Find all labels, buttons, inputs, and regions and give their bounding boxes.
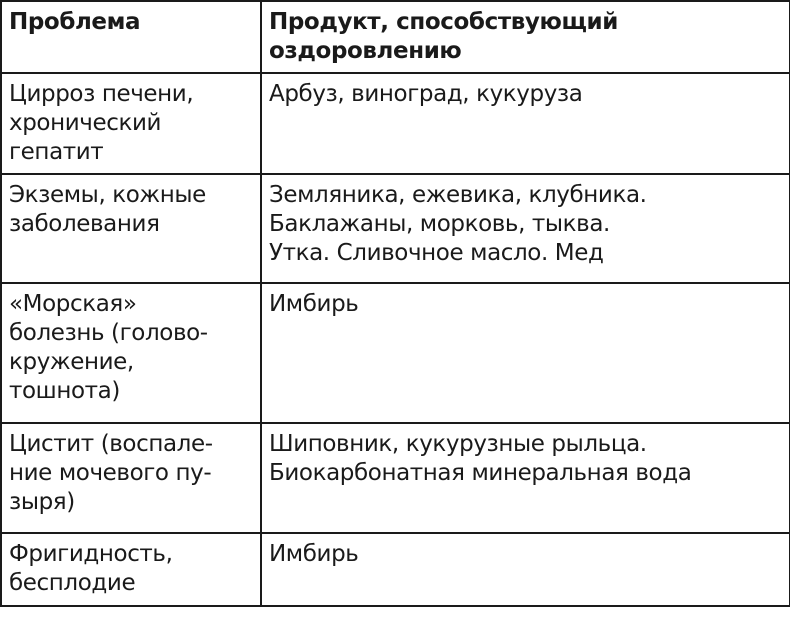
cell-text: кружение,	[9, 349, 134, 375]
table-row	[1, 423, 790, 533]
cell-product	[261, 423, 790, 533]
cell-text: Шиповник, кукурузные рыльца.	[269, 431, 647, 457]
table-row	[1, 533, 790, 606]
cell-text: бесплодие	[9, 570, 136, 596]
cell-text: гепатит	[9, 139, 104, 165]
cell-problem	[1, 174, 261, 283]
cell-text: Арбуз, виноград, кукуруза	[269, 81, 583, 107]
header-product	[261, 1, 790, 73]
header-product-text-line1: Продукт, способствующий	[269, 9, 618, 35]
table-row	[1, 73, 790, 174]
cell-text: Баклажаны, морковь, тыква.	[269, 211, 610, 237]
cell-text: Цирроз печени,	[9, 81, 194, 107]
cell-text: Земляника, ежевика, клубника.	[269, 182, 647, 208]
cell-text: заболевания	[9, 211, 160, 237]
cell-text: тошнота)	[9, 378, 120, 404]
cell-problem	[1, 73, 261, 174]
cell-product	[261, 283, 790, 423]
cell-text: Имбирь	[269, 541, 359, 567]
header-problem-text: Проблема	[9, 9, 141, 35]
cell-text: Имбирь	[269, 291, 359, 317]
cell-text: хронический	[9, 110, 162, 136]
cell-problem	[1, 423, 261, 533]
table-header-row	[1, 1, 790, 73]
cell-text: «Морская»	[9, 291, 137, 317]
cell-product	[261, 73, 790, 174]
header-problem	[1, 1, 261, 73]
cell-product	[261, 533, 790, 606]
table-row	[1, 174, 790, 283]
cell-problem	[1, 533, 261, 606]
cell-text: ние мочевого пу-	[9, 460, 212, 486]
cell-problem	[1, 283, 261, 423]
cell-product	[261, 174, 790, 283]
header-product-text-line2: оздоровлению	[269, 38, 462, 64]
cell-text: болезнь (голово-	[9, 320, 208, 346]
table-row	[1, 283, 790, 423]
cell-text: Цистит (воспале-	[9, 431, 213, 457]
cell-text: Утка. Сливочное масло. Мед	[269, 240, 604, 266]
cell-text: Биокарбонатная минеральная вода	[269, 460, 692, 486]
cell-text: зыря)	[9, 489, 75, 515]
cell-text: Экземы, кожные	[9, 182, 206, 208]
cell-text: Фригидность,	[9, 541, 173, 567]
